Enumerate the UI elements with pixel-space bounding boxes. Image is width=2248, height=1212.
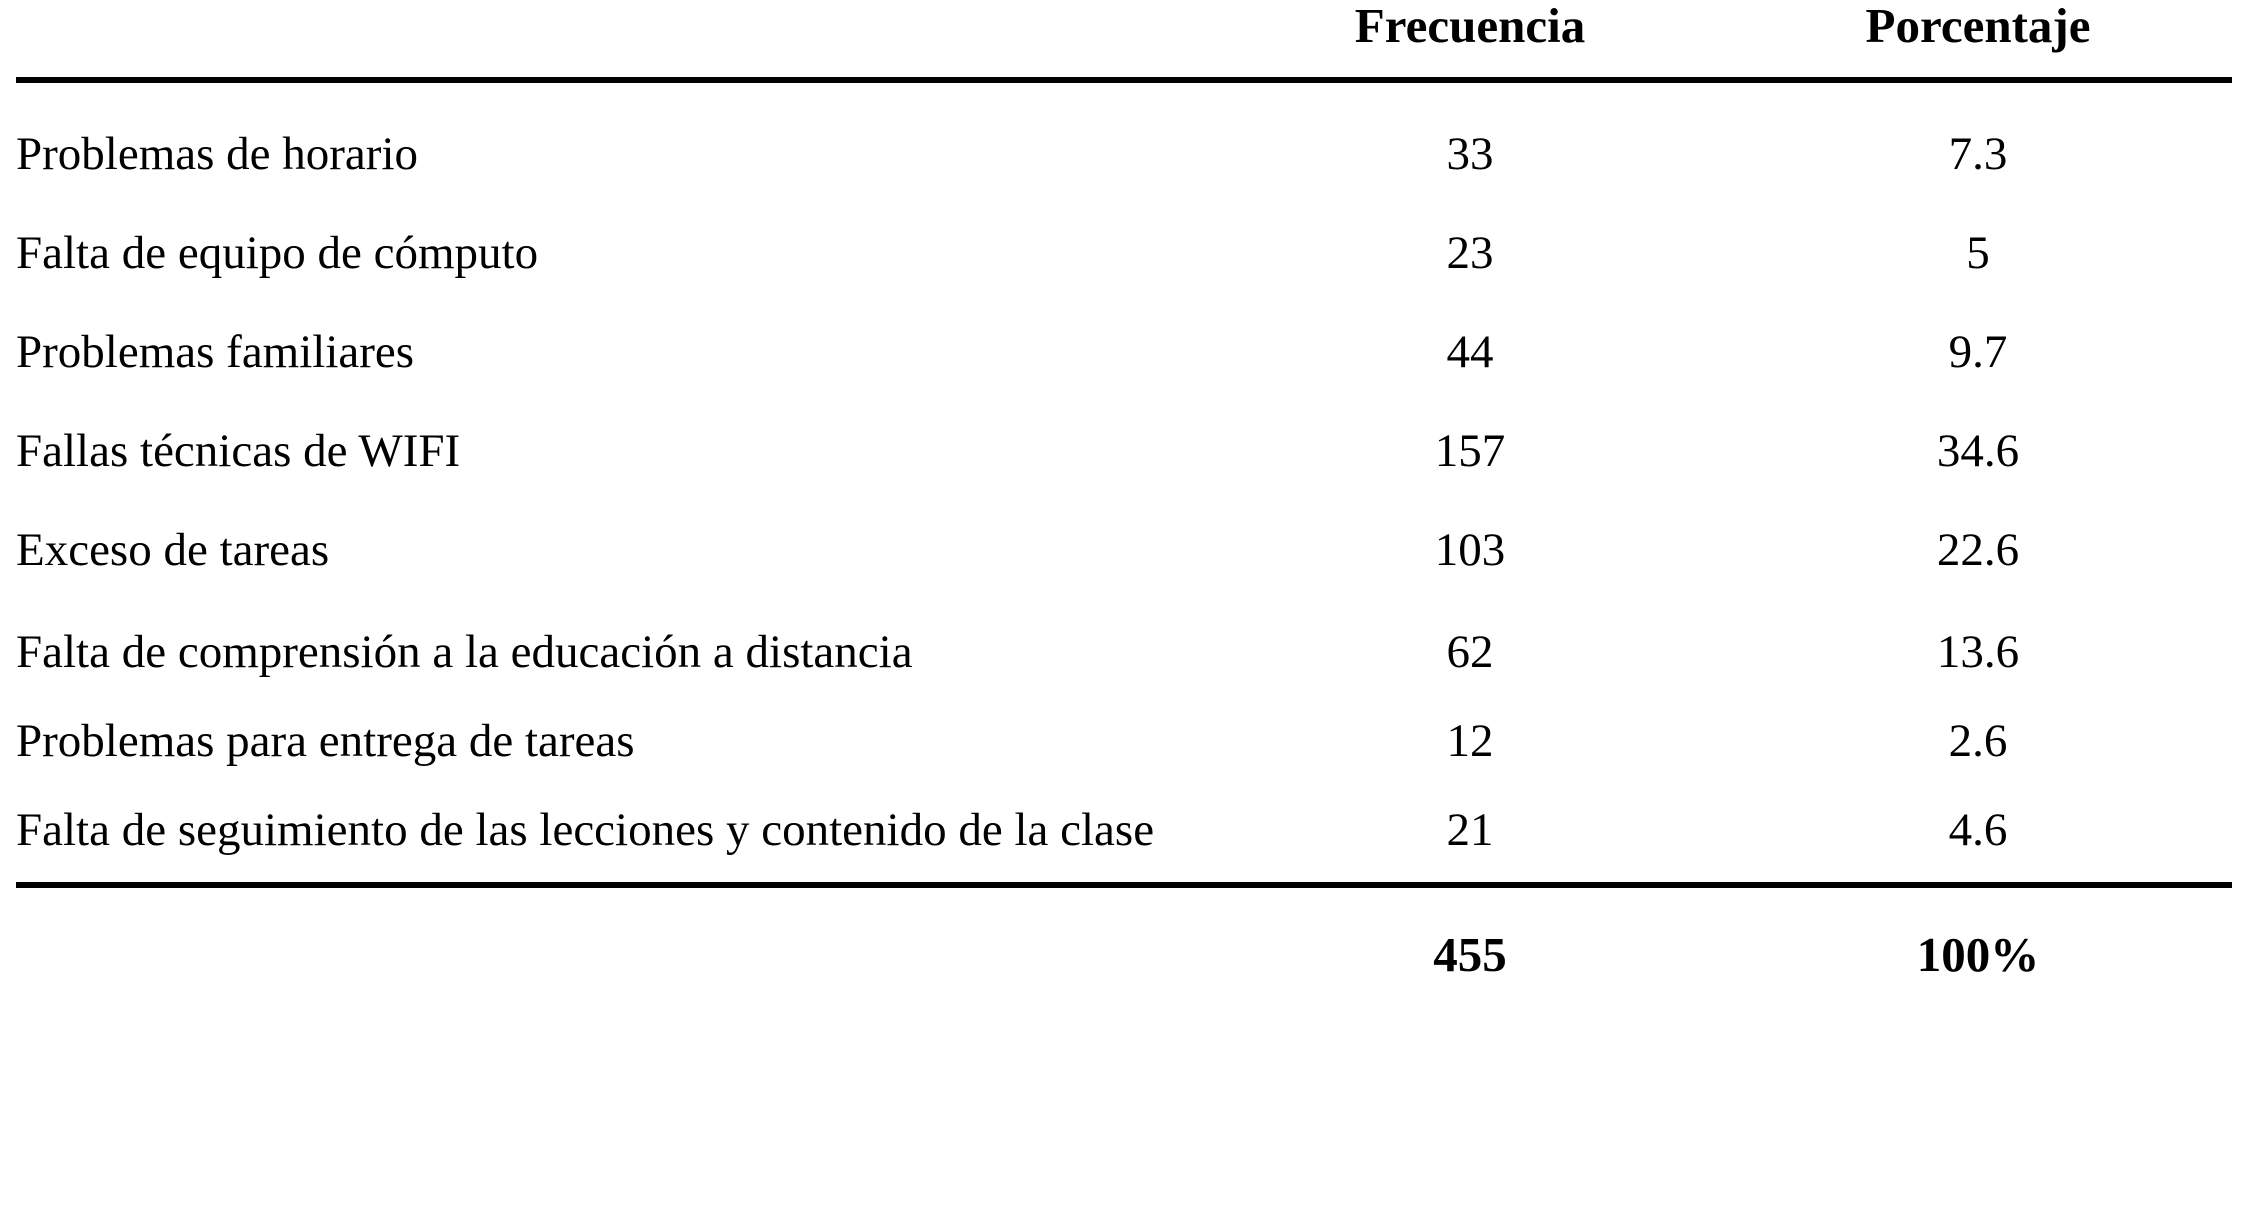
row-porcentaje: 9.7 [1948,326,2008,379]
row-label: Problemas de horario [16,128,419,181]
column-header-frecuencia: Frecuencia [1354,0,1586,53]
table-row [16,402,2232,501]
table-footer [16,885,2232,991]
table-row [16,600,2232,704]
table-body [16,80,2232,885]
row-label: Problemas para entrega de tareas [16,714,635,767]
row-frecuencia: 44 [1446,326,1494,379]
table-row [16,204,2232,303]
row-label: Falta de seguimiento de las lecciones y contenido de la clase [16,803,1155,856]
table-header [16,0,2232,80]
total-label [16,885,1216,991]
row-label: Exceso de tareas [16,524,330,577]
table-row [16,501,2232,600]
frequency-table [16,0,2232,991]
table-row [16,704,2232,778]
total-porcentaje: 100% [1916,926,2040,982]
column-header-label [16,0,1216,80]
column-header-porcentaje: Porcentaje [1865,0,2091,53]
row-porcentaje: 4.6 [1948,803,2008,856]
row-label: Falta de comprensión a la educación a distancia [16,625,913,678]
row-porcentaje: 13.6 [1936,625,2020,678]
row-label: Problemas familiares [16,326,415,379]
row-porcentaje: 22.6 [1936,524,2020,577]
row-label: Falta de equipo de cómputo [16,227,539,280]
row-frecuencia: 23 [1446,227,1494,280]
row-frecuencia: 157 [1434,425,1506,478]
table-row [16,778,2232,885]
table-row [16,80,2232,204]
row-porcentaje: 2.6 [1948,714,2008,767]
row-frecuencia: 12 [1446,714,1494,767]
row-frecuencia: 33 [1446,128,1494,181]
total-frecuencia: 455 [1433,926,1507,982]
row-frecuencia: 62 [1446,625,1494,678]
table-row [16,303,2232,402]
row-porcentaje: 7.3 [1948,128,2008,181]
row-porcentaje: 5 [1966,227,1990,280]
total-row [16,885,2232,991]
row-label: Fallas técnicas de WIFI [16,425,461,478]
row-frecuencia: 103 [1434,524,1506,577]
row-frecuencia: 21 [1446,803,1494,856]
header-row [16,0,2232,80]
row-porcentaje: 34.6 [1936,425,2020,478]
